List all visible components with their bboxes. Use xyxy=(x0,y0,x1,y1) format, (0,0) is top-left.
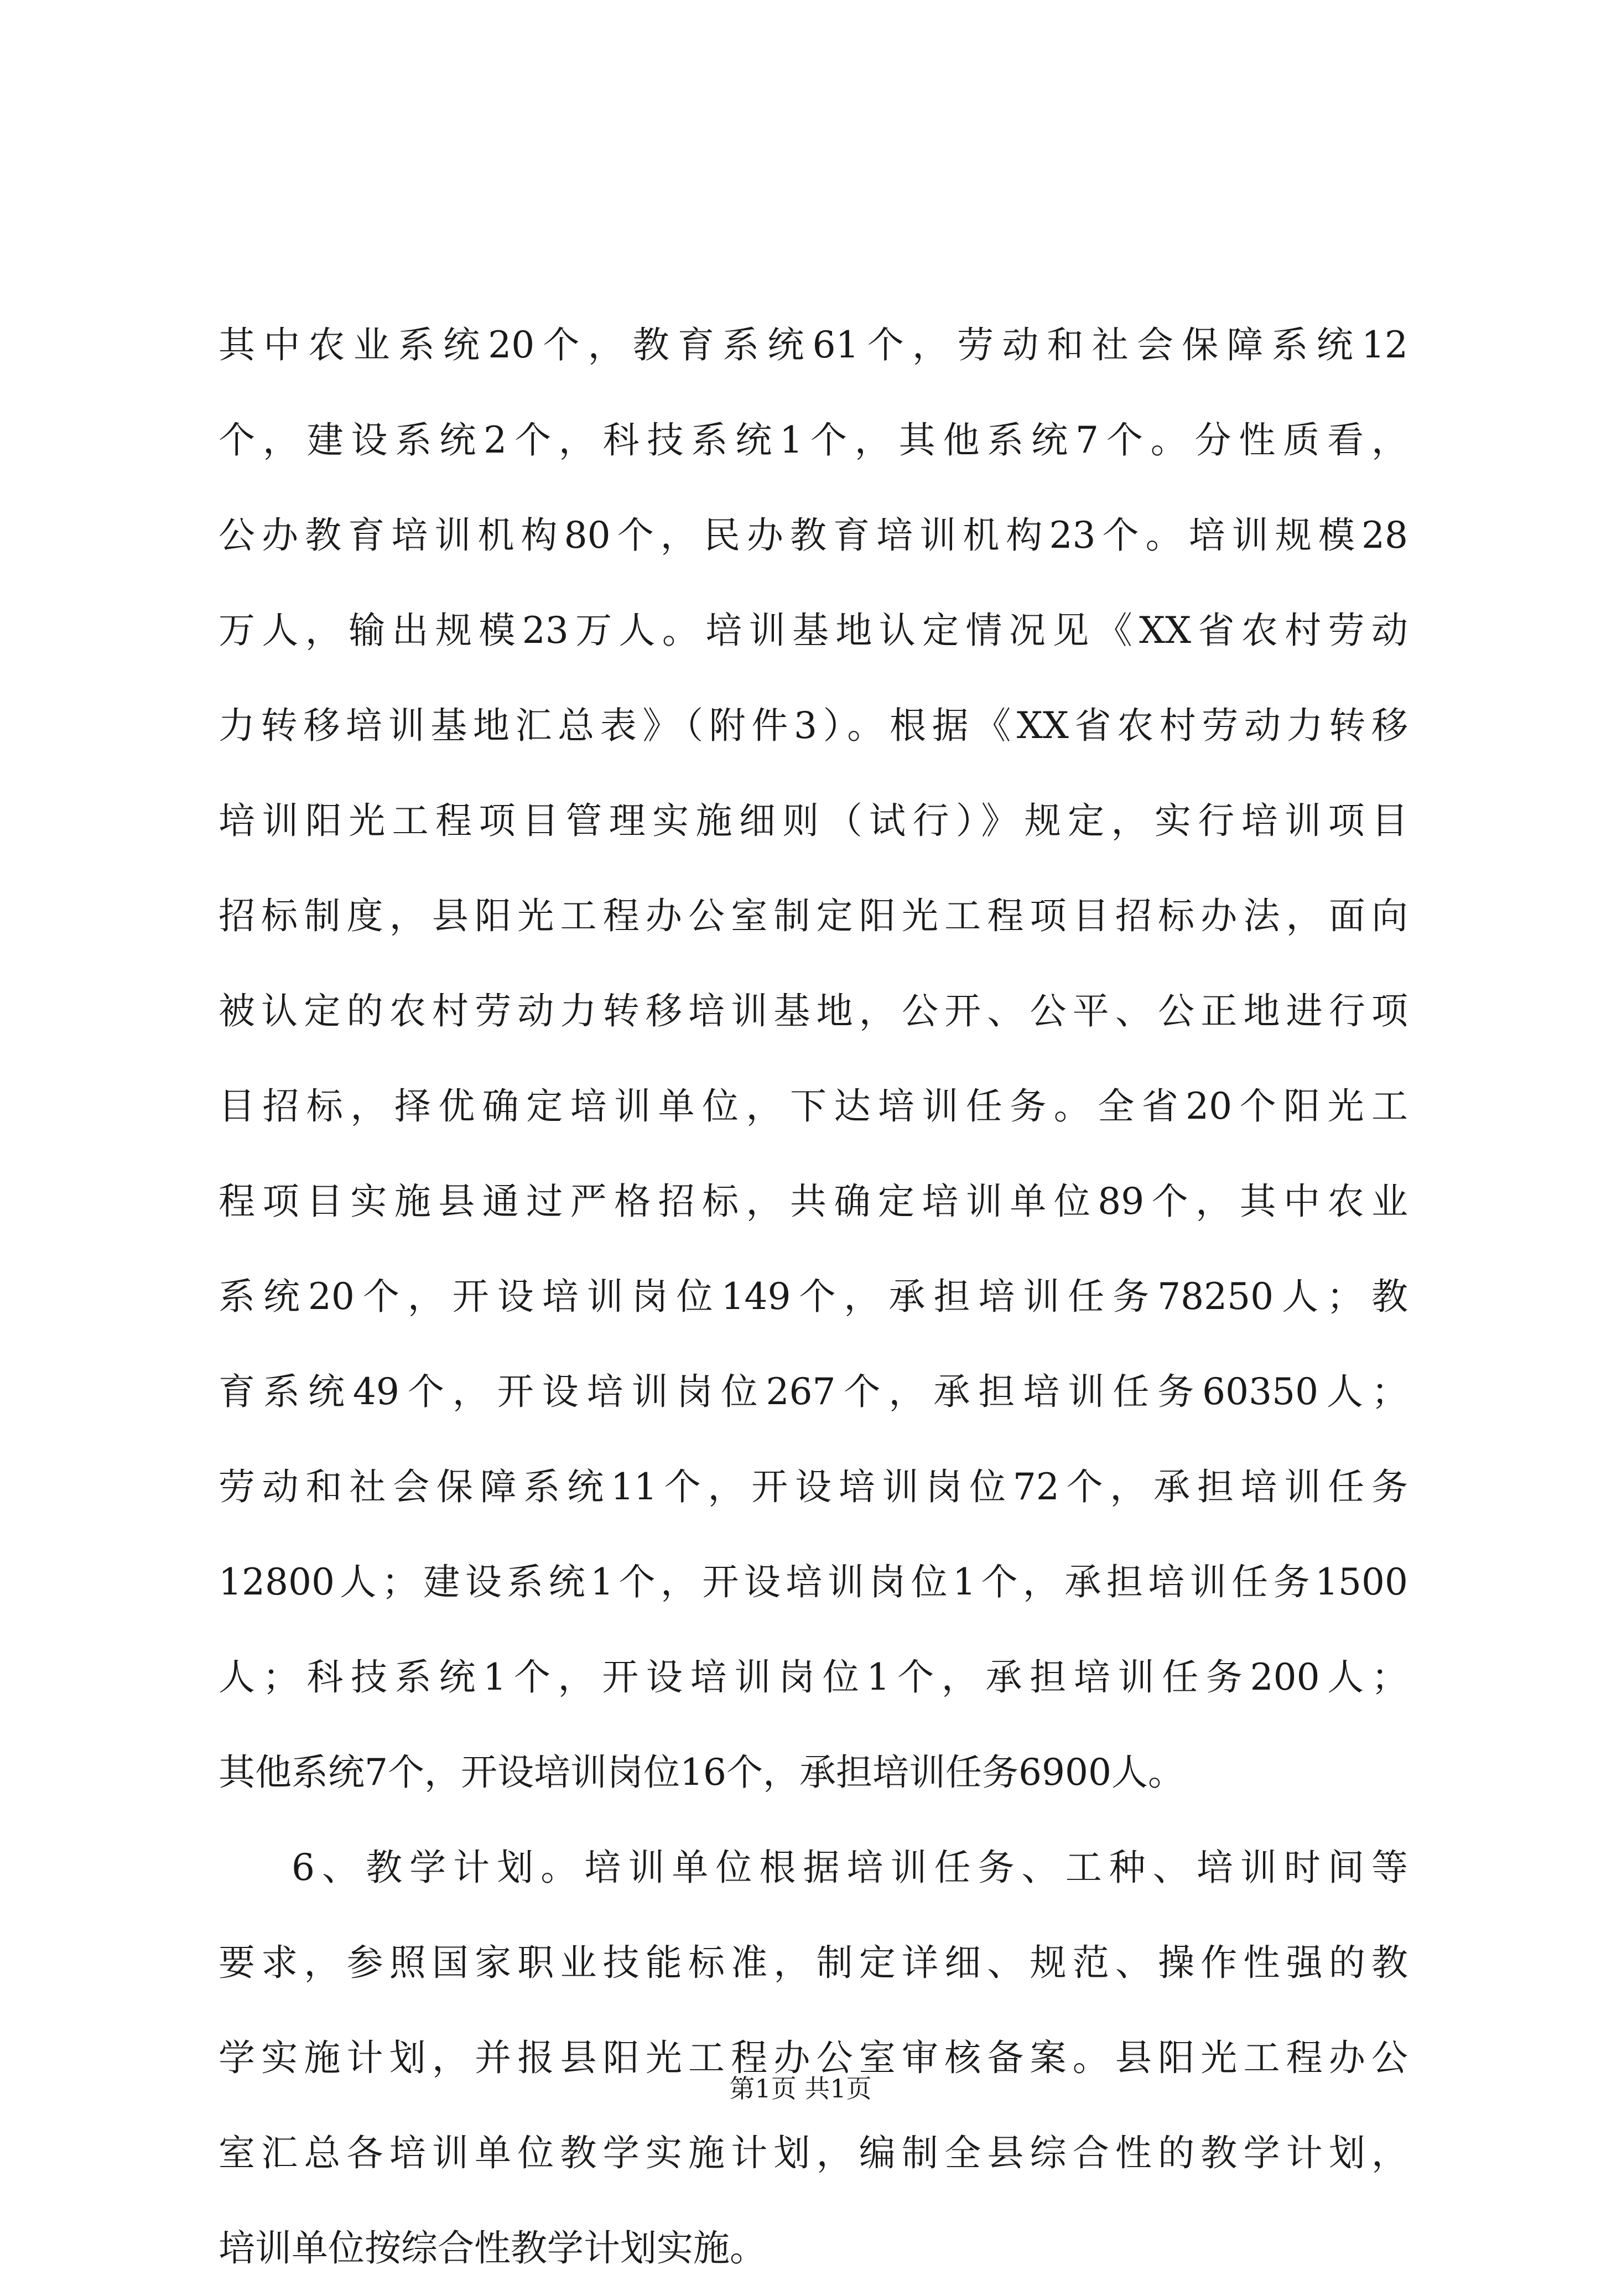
text-line: 要求，参照国家职业技能标准，制定详细、规范、操作性强的教 xyxy=(219,1941,1408,1984)
text-line: 室汇总各培训单位教学实施计划，编制全县综合性的教学计划， xyxy=(219,2132,1408,2174)
text-line: 力转移培训基地汇总表》（附件3）。根据《XX省农村劳动力转移 xyxy=(219,704,1408,747)
text-line: 系统20个，开设培训岗位149个，承担培训任务78250人；教 xyxy=(219,1275,1408,1318)
text-line: 程项目实施县通过严格招标，共确定培训单位89个，其中农业 xyxy=(219,1180,1408,1223)
text-line: 公办教育培训机构80个，民办教育培训机构23个。培训规模28 xyxy=(219,514,1408,557)
text-line: 其中农业系统20个，教育系统61个，劳动和社会保障系统12 xyxy=(219,324,1408,366)
text-line: 目招标，择优确定培训单位，下达培训任务。全省20个阳光工 xyxy=(219,1085,1408,1128)
text-line: 被认定的农村劳动力转移培训基地，公开、公平、公正地进行项 xyxy=(219,990,1408,1032)
text-line: 劳动和社会保障系统11个，开设培训岗位72个，承担培训任务 xyxy=(219,1466,1408,1508)
text-line: 其他系统7个，开设培训岗位16个，承担培训任务6900人。 xyxy=(219,1751,1184,1794)
text-line: 万人，输出规模23万人。培训基地认定情况见《XX省农村劳动 xyxy=(219,609,1408,652)
text-line: 学实施计划，并报县阳光工程办公室审核备案。县阳光工程办公 xyxy=(219,2037,1408,2079)
text-line: 人；科技系统1个，开设培训岗位1个，承担培训任务200人； xyxy=(219,1656,1408,1698)
text-line: 招标制度，县阳光工程办公室制定阳光工程项目招标办法，面向 xyxy=(219,895,1408,937)
document-body xyxy=(219,298,1408,2296)
text-line: 培训单位按综合性教学计划实施。 xyxy=(219,2227,766,2269)
text-line: 个，建设系统2个，科技系统1个，其他系统7个。分性质看， xyxy=(219,419,1408,461)
text-line: 12800人；建设系统1个，开设培训岗位1个，承担培训任务1500 xyxy=(219,1561,1408,1603)
paragraph-2 xyxy=(219,1820,1408,2296)
text-line: 培训阳光工程项目管理实施细则（试行）》规定，实行培训项目 xyxy=(219,799,1408,842)
text-line: 育系统49个，开设培训岗位267个，承担培训任务60350人； xyxy=(219,1370,1408,1413)
paragraph-1 xyxy=(219,298,1408,1820)
page-footer: 第1页 共1页 xyxy=(729,2074,872,2103)
text-line: 6、教学计划。培训单位根据培训任务、工种、培训时间等 xyxy=(292,1846,1408,1889)
